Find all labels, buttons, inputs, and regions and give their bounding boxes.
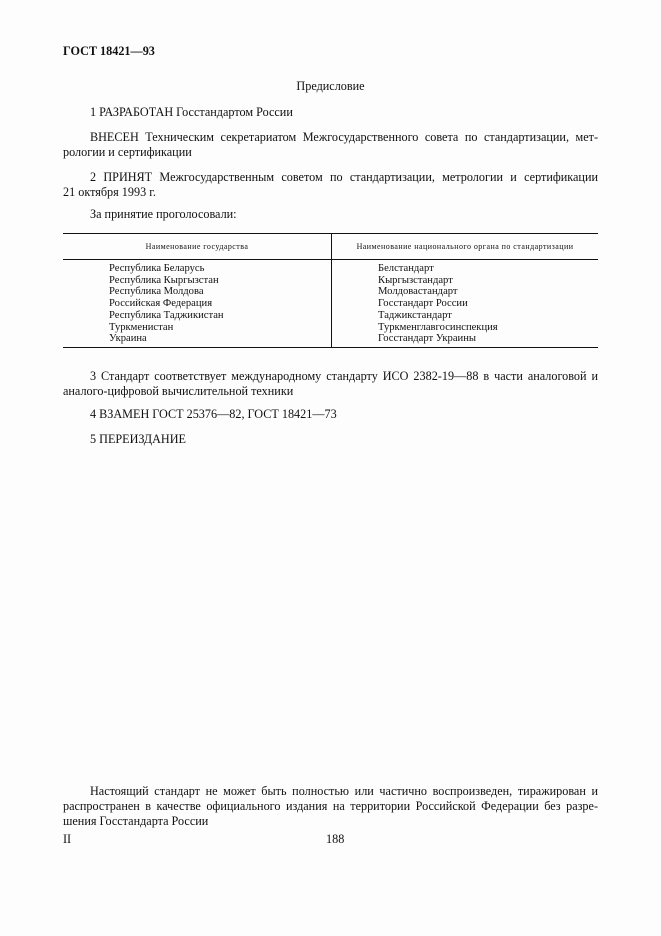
state-name: Республика Беларусь xyxy=(109,263,205,274)
item-3-conformity xyxy=(63,369,598,399)
notice-line-2: распространен в качестве официального издания на территории Российской Федерации без разре- xyxy=(63,799,598,813)
roman-page-number: II xyxy=(63,832,72,846)
table-body-row xyxy=(63,260,598,348)
state-name: Республика Таджикистан xyxy=(109,309,224,321)
national-body-name: Молдовастандарт xyxy=(378,286,458,298)
notice-line-3: шения Госстандарта России xyxy=(63,814,209,828)
state-name: Республика Молдова xyxy=(109,286,204,298)
introduced-line-2: рологии и сертификации xyxy=(63,145,192,159)
state-name: Туркменистан xyxy=(109,321,174,333)
national-body-name: Кыргызстандарт xyxy=(378,274,453,286)
state-name: Украина xyxy=(109,333,147,345)
section-title xyxy=(0,79,661,94)
body-column xyxy=(332,260,599,348)
table-header-row xyxy=(63,234,598,260)
copyright-notice xyxy=(63,784,598,829)
header-state: Наименование государства xyxy=(63,234,332,260)
conformity-line-1: 3 Стандарт соответствует международному стандарту ИСО 2382-19—88 в части аналоговой и xyxy=(90,369,598,383)
item-5-reissue: 5 ПЕРЕИЗДАНИЕ xyxy=(90,432,186,446)
preface-title: Предисловие xyxy=(296,79,365,93)
states-table xyxy=(63,233,598,348)
header-national-body: Наименование национального органа по стандартизации xyxy=(332,234,599,260)
national-body-name: Госстандарт России xyxy=(378,298,468,310)
national-body-name: Таджикстандарт xyxy=(378,309,452,321)
conformity-line-2: аналого-цифровой вычислительной техники xyxy=(63,384,294,398)
introduced-line-1: ВНЕСЕН Техническим секретариатом Межгосударственного совета по стандартизации, мет- xyxy=(90,130,598,144)
adopted-line-1: 2 ПРИНЯТ Межгосударственным советом по стандартизации, метрологии и сертификации xyxy=(90,170,598,184)
state-name: Республика Кыргызстан xyxy=(109,274,219,286)
notice-line-1: Настоящий стандарт не может быть полностью или частично воспроизведен, тиражирован и xyxy=(90,784,598,798)
national-body-name: Туркменглавгосинспекция xyxy=(378,321,498,333)
document-code: ГОСТ 18421—93 xyxy=(63,44,155,58)
national-body-name: Госстандарт Украины xyxy=(378,333,476,345)
state-name: Российская Федерация xyxy=(109,298,213,310)
item-introduced xyxy=(63,130,598,160)
item-4-replaces: 4 ВЗАМЕН ГОСТ 25376—82, ГОСТ 18421—73 xyxy=(90,407,337,421)
item-1-developed: 1 РАЗРАБОТАН Госстандартом России xyxy=(90,105,293,119)
adopted-line-2: 21 октября 1993 г. xyxy=(63,185,156,199)
page-number: 188 xyxy=(326,832,345,846)
voted-label: За принятие проголосовали: xyxy=(90,207,237,221)
national-body-name: Белстандарт xyxy=(378,263,434,274)
state-column xyxy=(63,260,332,348)
item-2-adopted xyxy=(63,170,598,200)
